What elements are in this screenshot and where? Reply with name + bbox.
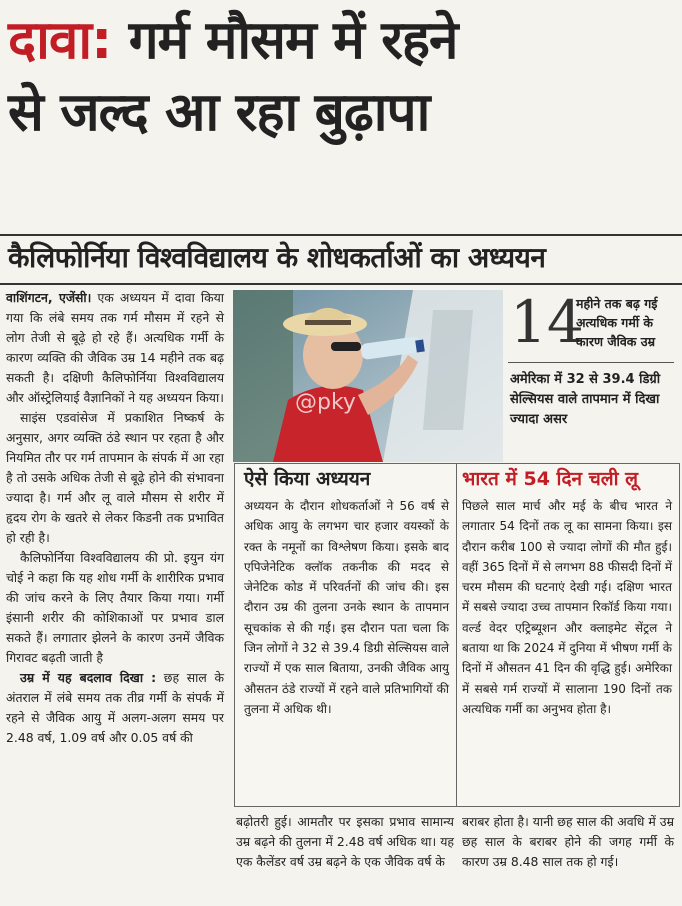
study-box-title: ऐसे किया अध्ययन: [244, 468, 371, 490]
headline-line2: से जल्द आ रहा बुढ़ापा: [8, 82, 430, 143]
callout-divider: [508, 362, 674, 363]
study-box-body: अध्ययन के दौरान शोधकर्ताओं ने 56 वर्ष से अधिक आयु के लगभग चार हजार वयस्कों के रक्त के नमूनों का विश्लेषण किया। इसके बाद एपिजेनेटिक क्लॉक तकनीक की मदद से जेनेटिक कोड में परिवर्तनों की जांच की। इस दौरान उम्र की तुलना उनके स्थान के तापमान सूचकांक से की गई। इस दौरान पता चला कि जिन लोगों ने 32 से 39.4 डिग्री सेल्सियस वाले राज्यों में एक साल बिताया, उनकी जैविक आयु औसतन ठंडे राज्यों में रहने वाले प्रतिभागियों की तुलना में अधिक थी।: [244, 499, 449, 716]
section-lead: उम्र में यह बदलाव दिखा :: [20, 670, 157, 685]
photo-man-drinking-water: [233, 290, 503, 462]
divider: [0, 283, 682, 285]
headline: [8, 6, 674, 148]
headline-claim: दावा:: [8, 10, 112, 71]
callout-text-2: अमेरिका में 32 से 39.4 डिग्री सेल्सियस वाले तापमान में दिखा ज्यादा असर: [510, 372, 661, 427]
callout-number: 14: [510, 288, 584, 356]
callout-text-1: महीने तक बढ़ गई अत्यधिक गर्मी के कारण जैविक उम्र: [576, 296, 658, 349]
india-box-body: पिछले साल मार्च और मई के बीच भारत ने लगातार 54 दिनों तक लू का सामना किया। इस दौरान करीब 100 से ज्यादा लोगों की मौत हुई। वहीं 365 दिनों में से लगभग 88 फीसदी दिनों में चरम मौसम की घटनाएं देखी गई। दक्षिण भारत में सबसे ज्यादा उच्च तापमान रिकॉर्ड किया गया। वर्ल्ड वेदर एट्रिब्यूशन और क्लाइमेट सेंट्रल ने बताया था कि 2024 में दुनिया में भीषण गर्मी के दिनों में औसतन 41 दिन की वृद्धि हुई। अमेरिका में सबसे गर्म राज्यों में सालाना 190 दिनों तक अत्यधिक गर्मी का अनुभव होता है।: [462, 499, 672, 716]
divider: [0, 234, 682, 236]
subheadline: कैलिफोर्निया विश्वविद्यालय के शोधकर्ताओं का अध्ययन: [8, 241, 546, 274]
callout-14-months: [504, 290, 678, 462]
bottom-right-text: बराबर होता है। यानी छह साल की अवधि में उम्र छह साल के बराबर होने की जगह गर्मी के कारण उम्र 8.48 साल तक हो गई।: [462, 814, 674, 869]
photo-watermark: @pky: [295, 390, 356, 415]
left-para-1: एक अध्ययन में दावा किया गया कि लंबे समय तक गर्म मौसम में रहने से लोग तेजी से बूढ़े हो रहे हैं। अत्यधिक गर्मी के कारण व्यक्ति की जैविक उम्र 14 महीने तक बढ़ सकती है। दक्षिणी कैलिफोर्निया विश्वविद्यालय और ऑस्ट्रेलियाई वैज्ञानिकों ने यह अध्ययन किया।: [6, 290, 224, 405]
left-para-4: छह साल के अंतराल में लंबे समय तक तीव्र गर्मी के संपर्क में रहने से जैविक आयु में अलग-अलग समय पर 2.48 वर्ष, 1.09 वर्ष और 0.05 वर्ष की: [6, 670, 224, 745]
photo-illustration: [233, 290, 503, 462]
bottom-mid-text: बढ़ोतरी हुई। आमतौर पर इसका प्रभाव सामान्य उम्र बढ़ने की तुलना में 2.48 वर्ष अधिक था। यह एक कैलेंडर वर्ष उम्र बढ़ने के एक जैविक वर्ष के: [236, 814, 454, 869]
left-column: [6, 288, 224, 748]
dateline: वाशिंगटन, एजेंसी।: [6, 290, 92, 305]
left-para-3: कैलिफोर्निया विश्वविद्यालय की प्रो. इयुन यंग चोई ने कहा कि यह शोध गर्मी के शारीरिक प्रभाव की जांच करने के लिए तैयार किया गया। गर्मी इंसानी शरीर की कोशिकाओं पर प्रभाव डाल सकते हैं। लगातार झेलने के कारण उनमें जैविक गिरावट बढ़ती जाती है: [6, 550, 224, 665]
left-para-2: साइंस एडवांसेज में प्रकाशित निष्कर्ष के अनुसार, अगर व्यक्ति ठंडे स्थान पर रहता है और नियमित तौर पर गर्म तापमान के संपर्क में आ रहा है तो उसके अधिक तेजी से बूढ़े होने की संभावना ज्यादा है। गर्म और लू वाले मौसम से शरीर में हृदय रोग के खतरे से लेकर किडनी तक प्रभावित हो रही है।: [6, 410, 224, 545]
india-box-title: भारत में 54 दिन चली लू: [462, 468, 639, 490]
headline-line1: गर्म मौसम में रहने: [111, 10, 458, 71]
